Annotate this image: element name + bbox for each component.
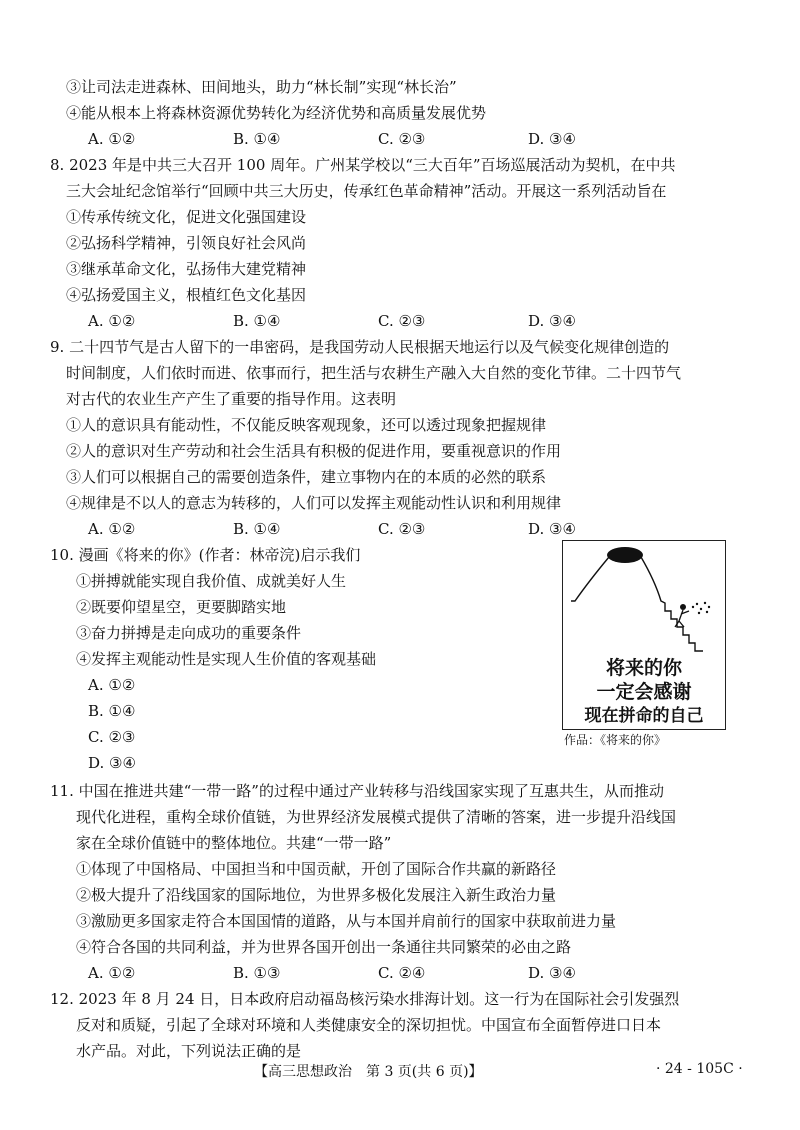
q9-statement-1: ①人的意识具有能动性，不仅能反映客观现象，还可以透过现象把握规律 bbox=[66, 416, 547, 434]
sweat-drops bbox=[692, 602, 710, 614]
q10-stem: 10. 漫画《将来的你》(作者：林帝浣)启示我们 bbox=[50, 546, 361, 564]
q9-statement-3: ③人们可以根据自己的需要创造条件，建立事物内在的本质的必然的联系 bbox=[66, 468, 547, 486]
q7-option-b[interactable]: B. ①④ bbox=[233, 130, 281, 148]
q12-stem-line-1: 12. 2023 年 8 月 24 日，日本政府启动福岛核污染水排海计划。这一行为在国际社会引发强烈 bbox=[50, 990, 680, 1008]
q11-option-c[interactable]: C. ②④ bbox=[378, 964, 426, 982]
q9-option-d[interactable]: D. ③④ bbox=[528, 520, 576, 538]
page-footer-code: · 24 - 105C · bbox=[656, 1061, 743, 1077]
q8-option-c[interactable]: C. ②③ bbox=[378, 312, 426, 330]
q9-option-c[interactable]: C. ②③ bbox=[378, 520, 426, 538]
q11-statement-2: ②极大提升了沿线国家的国际地位，为世界多极化发展注入新生政治力量 bbox=[76, 886, 557, 904]
q10-option-c[interactable]: C. ②③ bbox=[88, 728, 136, 746]
q10-statement-4: ④发挥主观能动性是实现人生价值的客观基础 bbox=[76, 650, 377, 668]
climber-figure bbox=[675, 604, 689, 627]
q8-statement-1: ①传承传统文化，促进文化强国建设 bbox=[66, 208, 307, 226]
q12-stem-line-2: 反对和质疑，引起了全球对环境和人类健康安全的深切担忧。中国宣布全面暂停进口日本 bbox=[76, 1016, 662, 1034]
q11-option-b[interactable]: B. ①③ bbox=[233, 964, 281, 982]
q12-stem-line-3: 水产品。对此，下列说法正确的是 bbox=[76, 1042, 302, 1060]
cartoon-caption-line-3: 现在拼命的自己 bbox=[584, 706, 704, 726]
q10-statement-3: ③奋力拼搏是走向成功的重要条件 bbox=[76, 624, 302, 642]
q8-stem-line-1: 8. 2023 年是中共三大召开 100 周年。广州某学校以“三大百年”百场巡展活动为契机，在中共 bbox=[50, 156, 676, 174]
q7-option-d[interactable]: D. ③④ bbox=[528, 130, 576, 148]
q9-option-a[interactable]: A. ①② bbox=[88, 520, 136, 538]
q9-stem-line-1: 9. 二十四节气是古人留下的一串密码，是我国劳动人民根据天地运行以及气候变化规律创造的 bbox=[50, 338, 670, 356]
q10-option-a[interactable]: A. ①② bbox=[88, 676, 136, 694]
q7-option-c[interactable]: C. ②③ bbox=[378, 130, 426, 148]
q7-statement-3: ③让司法走进森林、田间地头，助力“林长制”实现“林长治” bbox=[66, 78, 457, 96]
q9-statement-2: ②人的意识对生产劳动和社会生活具有积极的促进作用，要重视意识的作用 bbox=[66, 442, 562, 460]
q11-option-a[interactable]: A. ①② bbox=[88, 964, 136, 982]
q11-option-d[interactable]: D. ③④ bbox=[528, 964, 576, 982]
mountain-left-slope bbox=[571, 557, 609, 601]
q9-statement-4: ④规律是不以人的意志为转移的，人们可以发挥主观能动性认识和利用规律 bbox=[66, 494, 562, 512]
staircase-path bbox=[641, 557, 703, 651]
q11-statement-3: ③激励更多国家走符合本国国情的道路，从与本国并肩前行的国家中获取前进力量 bbox=[76, 912, 617, 930]
q8-option-a[interactable]: A. ①② bbox=[88, 312, 136, 330]
q11-stem-line-3: 家在全球价值链中的整体地位。共建“一带一路” bbox=[76, 834, 392, 852]
q8-statement-2: ②弘扬科学精神，引领良好社会风尚 bbox=[66, 234, 307, 252]
q8-stem-line-2: 三大会址纪念馆举行“回顾中共三大历史，传承红色革命精神”活动。开展这一系列活动旨在 bbox=[66, 182, 667, 200]
cartoon-credit: 作品：《将来的你》 bbox=[564, 733, 667, 747]
q7-option-a[interactable]: A. ①② bbox=[88, 130, 136, 148]
q11-stem-line-1: 11. 中国在推进共建“一带一路”的过程中通过产业转移与沿线国家实现了互惠共生，从而推动 bbox=[50, 782, 664, 800]
q8-option-b[interactable]: B. ①④ bbox=[233, 312, 281, 330]
q9-option-b[interactable]: B. ①④ bbox=[233, 520, 281, 538]
q9-stem-line-3: 对古代的农业生产产生了重要的指导作用。这表明 bbox=[66, 390, 397, 408]
q8-option-d[interactable]: D. ③④ bbox=[528, 312, 576, 330]
q10-option-d[interactable]: D. ③④ bbox=[88, 754, 136, 772]
q7-statement-4: ④能从根本上将森林资源优势转化为经济优势和高质量发展优势 bbox=[66, 104, 487, 122]
q10-statement-2: ②既要仰望星空，更要脚踏实地 bbox=[76, 598, 287, 616]
q8-statement-4: ④弘扬爱国主义，根植红色文化基因 bbox=[66, 286, 307, 304]
q10-statement-1: ①拼搏就能实现自我价值、成就美好人生 bbox=[76, 572, 347, 590]
cartoon-image bbox=[562, 540, 726, 730]
cloud-blob bbox=[607, 547, 643, 563]
page-footer-label: 【高三思想政治 第 3 页(共 6 页)】 bbox=[254, 1064, 483, 1080]
cartoon-caption-line-2: 一定会感谢 bbox=[596, 681, 692, 703]
q11-statement-1: ①体现了中国格局、中国担当和中国贡献，开创了国际合作共赢的新路径 bbox=[76, 860, 557, 878]
q11-statement-4: ④符合各国的共同利益，并为世界各国开创出一条通往共同繁荣的必由之路 bbox=[76, 938, 572, 956]
q8-statement-3: ③继承革命文化，弘扬伟大建党精神 bbox=[66, 260, 307, 278]
q11-stem-line-2: 现代化进程，重构全球价值链，为世界经济发展模式提供了清晰的答案，进一步提升沿线国 bbox=[76, 808, 677, 826]
q9-stem-line-2: 时间制度，人们依时而进、依事而行，把生活与农耕生产融入大自然的变化节律。二十四节气 bbox=[66, 364, 682, 382]
cartoon-caption-line-1: 将来的你 bbox=[605, 657, 682, 679]
q10-option-b[interactable]: B. ①④ bbox=[88, 702, 136, 720]
